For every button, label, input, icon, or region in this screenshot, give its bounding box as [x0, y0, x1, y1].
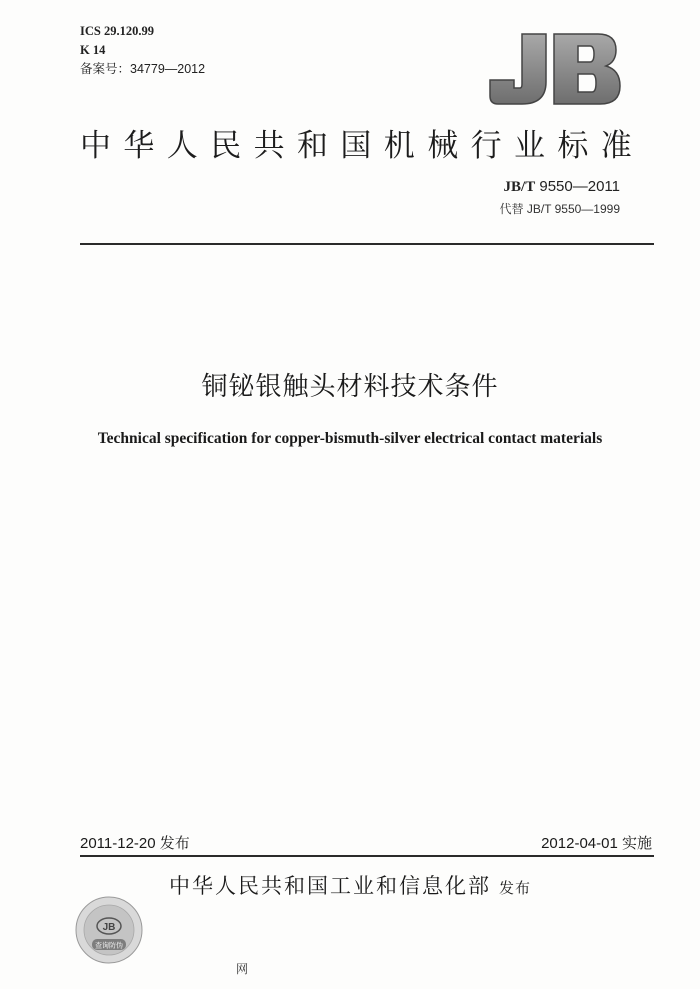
anti-counterfeit-stamp: [74, 895, 144, 965]
classification-block: [80, 22, 205, 79]
stamp-emblem: JB: [102, 922, 116, 933]
record-prefix: 备案号：: [80, 62, 131, 76]
record-number: [80, 60, 205, 79]
jb-logo: [488, 30, 624, 108]
document-title-chinese: 铜铋银触头材料技术条件: [201, 372, 499, 402]
publisher-action: 发布: [498, 879, 531, 897]
standard-code-number: 9550—2011: [539, 178, 620, 195]
stamp-caption: 查询防伪: [95, 941, 123, 950]
issue-date: 2011-12-20 发布: [80, 835, 190, 852]
footer-mark: 网: [236, 962, 249, 976]
bottom-divider: [80, 855, 654, 857]
standard-code-prefix: JB/T: [503, 179, 536, 195]
replaces-standard: 代替 JB/T 9550—1999: [499, 202, 620, 216]
k-code: K 14: [80, 43, 106, 57]
standard-category-title: 中华人民共和国机械行业标准: [80, 128, 645, 164]
ics-code: ICS 29.120.99: [80, 24, 154, 38]
publisher-name: 中华人民共和国工业和信息化部: [168, 874, 491, 898]
standard-code: [499, 178, 620, 196]
top-divider: [80, 243, 654, 245]
standard-number-block: [499, 178, 620, 217]
record-value: 34779—2012: [130, 62, 206, 76]
effective-date: 2012-04-01 实施: [541, 835, 652, 852]
document-title-english: Technical specification for copper-bismuth-silver electrical contact materials: [97, 430, 603, 447]
